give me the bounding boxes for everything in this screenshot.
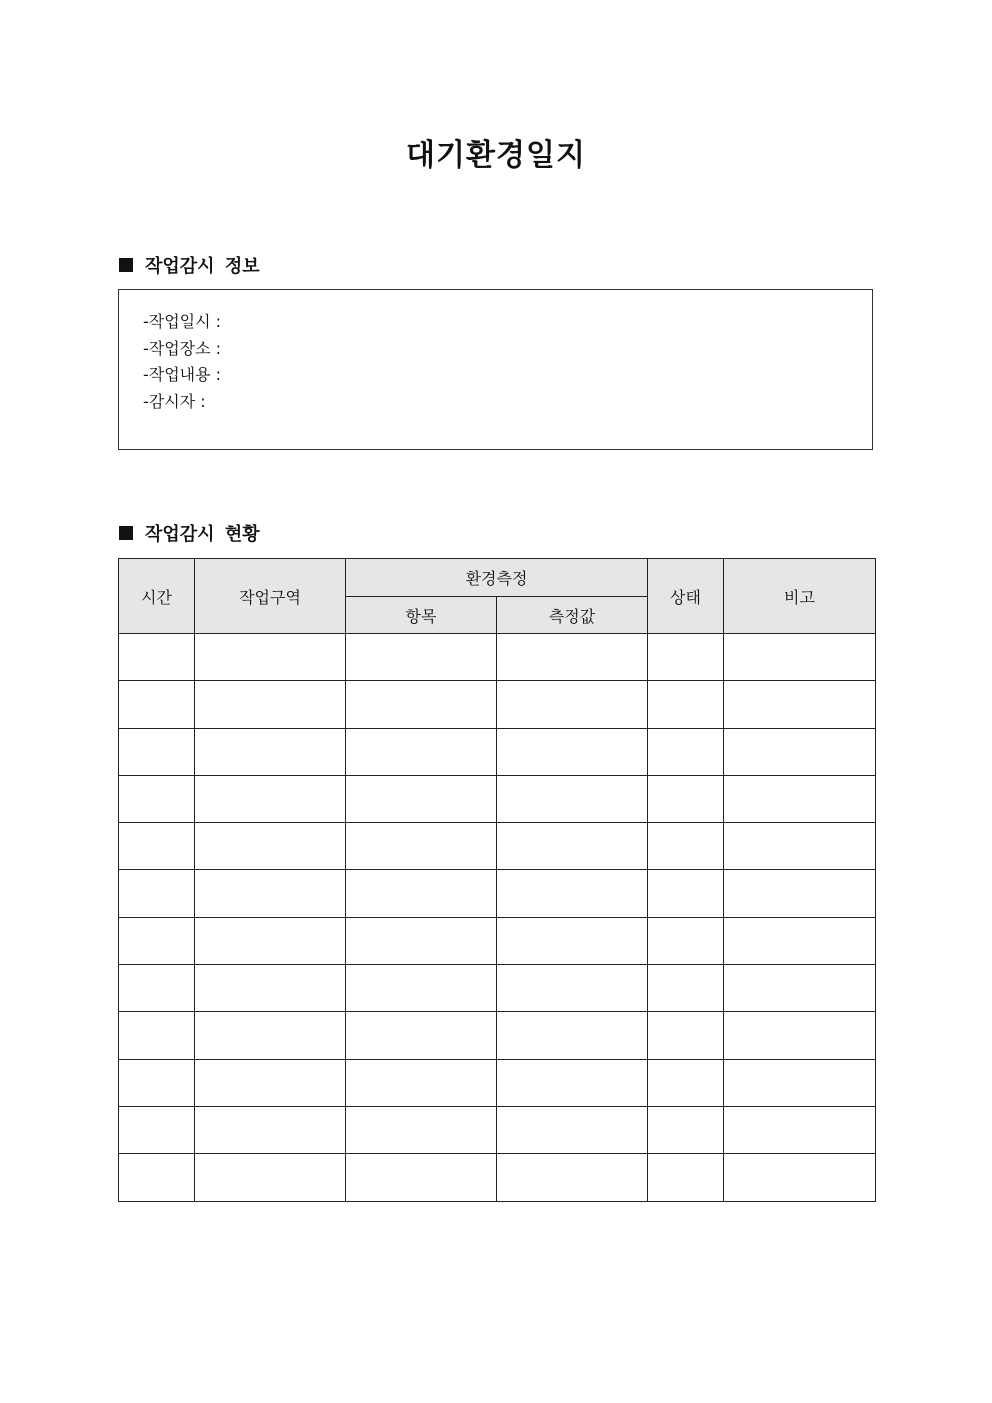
state-cell[interactable]: [648, 634, 724, 681]
item-cell[interactable]: [346, 965, 497, 1012]
square-bullet-icon: [119, 526, 133, 540]
remarks-cell[interactable]: [724, 823, 876, 870]
remarks-cell[interactable]: [724, 775, 876, 822]
time-cell[interactable]: [119, 823, 195, 870]
table-row: [119, 823, 876, 870]
state-cell[interactable]: [648, 870, 724, 917]
state-cell[interactable]: [648, 1012, 724, 1059]
value-cell[interactable]: [497, 917, 648, 964]
item-cell[interactable]: [346, 1154, 497, 1201]
column-header-time: 시간: [119, 559, 195, 634]
column-header-area: 작업구역: [195, 559, 346, 634]
remarks-cell[interactable]: [724, 728, 876, 775]
item-cell[interactable]: [346, 634, 497, 681]
state-cell[interactable]: [648, 823, 724, 870]
item-cell[interactable]: [346, 1012, 497, 1059]
state-cell[interactable]: [648, 1059, 724, 1106]
time-cell[interactable]: [119, 681, 195, 728]
work-info-box: [118, 289, 873, 450]
remarks-cell[interactable]: [724, 1106, 876, 1153]
area-cell[interactable]: [195, 823, 346, 870]
table-row: [119, 965, 876, 1012]
time-cell[interactable]: [119, 965, 195, 1012]
item-cell[interactable]: [346, 870, 497, 917]
value-cell[interactable]: [497, 634, 648, 681]
state-cell[interactable]: [648, 1154, 724, 1201]
time-cell[interactable]: [119, 917, 195, 964]
state-cell[interactable]: [648, 681, 724, 728]
remarks-cell[interactable]: [724, 681, 876, 728]
table-row: [119, 728, 876, 775]
value-cell[interactable]: [497, 775, 648, 822]
square-bullet-icon: [119, 258, 133, 272]
table-row: [119, 1154, 876, 1201]
status-table-body: [119, 634, 876, 1202]
state-cell[interactable]: [648, 1106, 724, 1153]
area-cell[interactable]: [195, 728, 346, 775]
value-cell[interactable]: [497, 681, 648, 728]
remarks-cell[interactable]: [724, 870, 876, 917]
area-cell[interactable]: [195, 965, 346, 1012]
column-header-remarks: 비고: [724, 559, 876, 634]
table-row: [119, 634, 876, 681]
work-location-field[interactable]: -작업장소 :: [143, 338, 222, 358]
work-date-field[interactable]: -작업일시 :: [143, 312, 222, 331]
remarks-cell[interactable]: [724, 1154, 876, 1201]
status-table: [118, 558, 876, 1202]
table-row: [119, 1059, 876, 1106]
area-cell[interactable]: [195, 870, 346, 917]
time-cell[interactable]: [119, 634, 195, 681]
column-header-item: 항목: [346, 597, 497, 634]
table-row: [119, 1012, 876, 1059]
state-cell[interactable]: [648, 728, 724, 775]
area-cell[interactable]: [195, 681, 346, 728]
state-cell[interactable]: [648, 965, 724, 1012]
value-cell[interactable]: [497, 965, 648, 1012]
time-cell[interactable]: [119, 1154, 195, 1201]
value-cell[interactable]: [497, 1106, 648, 1153]
state-cell[interactable]: [648, 917, 724, 964]
value-cell[interactable]: [497, 870, 648, 917]
state-cell[interactable]: [648, 775, 724, 822]
area-cell[interactable]: [195, 1154, 346, 1201]
area-cell[interactable]: [195, 634, 346, 681]
item-cell[interactable]: [346, 775, 497, 822]
time-cell[interactable]: [119, 1059, 195, 1106]
item-cell[interactable]: [346, 1059, 497, 1106]
section-heading-status: [119, 521, 260, 545]
table-row: [119, 917, 876, 964]
table-row: [119, 1106, 876, 1153]
section-heading-label: 작업감시 정보: [145, 256, 260, 277]
remarks-cell[interactable]: [724, 965, 876, 1012]
value-cell[interactable]: [497, 728, 648, 775]
table-row: [119, 681, 876, 728]
work-info-lines: [143, 309, 221, 415]
time-cell[interactable]: [119, 870, 195, 917]
area-cell[interactable]: [195, 1059, 346, 1106]
remarks-cell[interactable]: [724, 634, 876, 681]
value-cell[interactable]: [497, 823, 648, 870]
value-cell[interactable]: [497, 1059, 648, 1106]
value-cell[interactable]: [497, 1154, 648, 1201]
item-cell[interactable]: [346, 728, 497, 775]
section-heading-label: 작업감시 현황: [145, 524, 260, 545]
table-row: [119, 775, 876, 822]
remarks-cell[interactable]: [724, 1059, 876, 1106]
document-title: 대기환경일지: [406, 138, 586, 173]
time-cell[interactable]: [119, 775, 195, 822]
time-cell[interactable]: [119, 1012, 195, 1059]
item-cell[interactable]: [346, 681, 497, 728]
item-cell[interactable]: [346, 917, 497, 964]
area-cell[interactable]: [195, 1106, 346, 1153]
area-cell[interactable]: [195, 1012, 346, 1059]
remarks-cell[interactable]: [724, 1012, 876, 1059]
work-content-field[interactable]: -작업내용 :: [143, 365, 222, 384]
supervisor-field[interactable]: -감시자 :: [143, 391, 206, 411]
column-header-value: 측정값: [497, 597, 648, 634]
column-header-measurement-group: 환경측정: [346, 559, 648, 597]
value-cell[interactable]: [497, 1012, 648, 1059]
time-cell[interactable]: [119, 728, 195, 775]
area-cell[interactable]: [195, 775, 346, 822]
table-row: [119, 870, 876, 917]
section-heading-info: [119, 253, 260, 277]
remarks-cell[interactable]: [724, 917, 876, 964]
area-cell[interactable]: [195, 917, 346, 964]
column-header-state: 상태: [648, 559, 724, 634]
item-cell[interactable]: [346, 1106, 497, 1153]
item-cell[interactable]: [346, 823, 497, 870]
time-cell[interactable]: [119, 1106, 195, 1153]
